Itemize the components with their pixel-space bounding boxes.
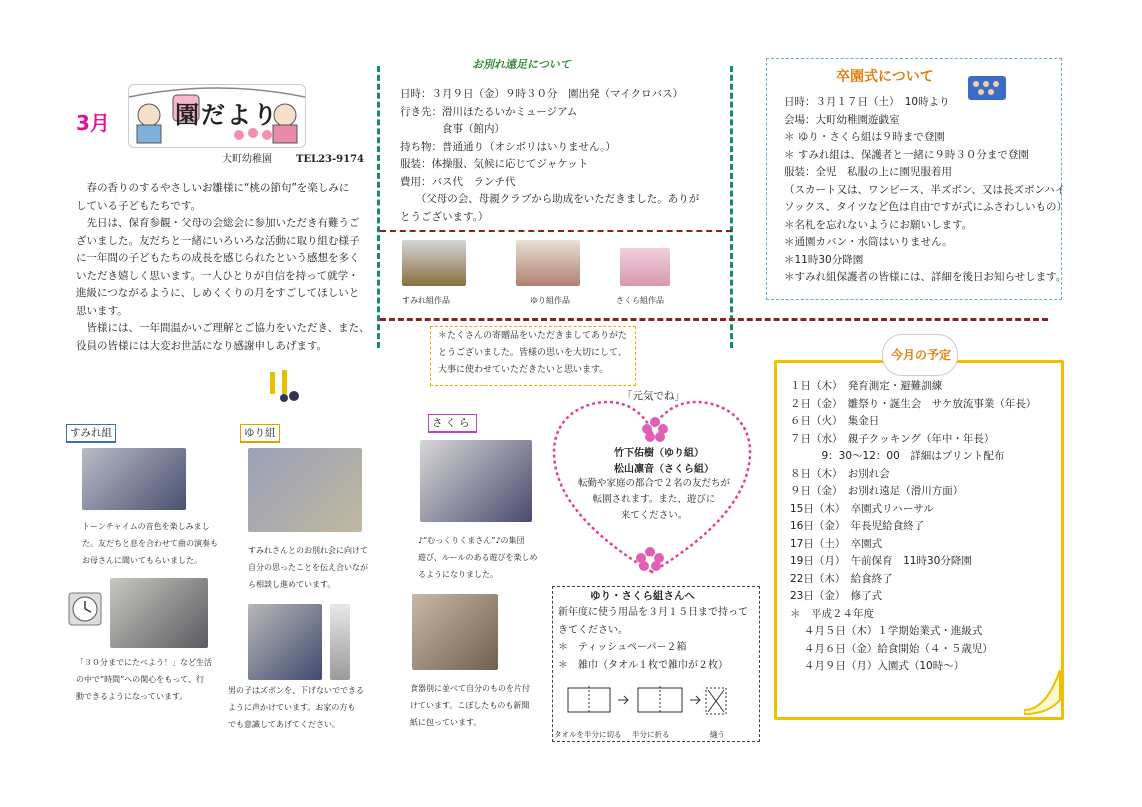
class-photo (110, 578, 208, 648)
farewell-line: 日時：３月９日（金）９時３０分 園出発（マイクロバス） (400, 88, 684, 100)
genki-message (574, 476, 734, 524)
graduation-line: ＊11時30分降園 (784, 253, 864, 266)
caption-line: 男の子はズボンを、下げないでできる (228, 686, 364, 695)
caption-line: の中で“時間”への関心をもって、行 (76, 675, 205, 684)
towel-step-label: タオルを半分に切る (554, 730, 622, 739)
intro-line: いただき嬉しく思います。一人ひとりが自信を持って就学・ (76, 269, 359, 282)
logo-text: 園だより (175, 101, 279, 129)
caption-line: ら相談し進めています。 (248, 580, 336, 589)
month-label: 3月 (76, 111, 110, 135)
class-photo (330, 604, 350, 680)
class-photo (82, 448, 186, 510)
school-tel: TEL23-9174 (296, 154, 364, 165)
farewell-line: 服装：体操服、気候に応じてジャケット (400, 158, 589, 170)
schedule-line: 9：30〜12：00 詳細はプリント配布 (790, 450, 1005, 462)
genki-name-2: 松山凛音（さくら組） (614, 464, 714, 475)
schedule-line: ８日（木） お別れ会 (790, 467, 890, 480)
schedule-line: ９日（金） お別れ遠足（滑川方面） (790, 485, 964, 497)
artwork-photo (620, 248, 670, 286)
class-photo (248, 448, 362, 532)
schedule-line: ４月６日（金）給食開始（４・５歳児） (790, 642, 993, 655)
sakura-caption-2 (410, 680, 530, 731)
school-name: 大町幼稚園 (222, 154, 272, 165)
class-label-sakura: さくら (428, 414, 477, 433)
graduation-line: （スカート又は、ワンピース、半ズボン、又は長ズボンハイ (784, 183, 1066, 196)
caption-line: すみれさんとのお別れ会に向けて (248, 546, 368, 555)
class-label-yuri: ゆり組 (240, 424, 280, 443)
graduation-line: ＊すみれ組保護者の皆様には、詳細を後日お知らせします。 (784, 271, 1067, 283)
genki-line: 転勤や家庭の都合で２名の友だちが (577, 478, 730, 489)
intro-line: 春の香りのするやさしいお雛様に“桃の節句”を楽しみに (76, 182, 350, 194)
thanks-line: 大事に使わせていただきたいと思います。 (438, 365, 609, 375)
graduation-line: 服装：全児 私服の上に園児服着用 (784, 166, 952, 178)
artwork-photo (516, 240, 580, 286)
thanks-line: とうございました。皆様の思いを大切にして、 (438, 348, 627, 358)
caption-line: でも意識してあげてください。 (228, 720, 340, 729)
farewell-line: とうございます。） (400, 210, 489, 223)
farewell-line: （父母の会、母親クラブから助成をいただきました。ありが (400, 193, 700, 205)
caption-line: 食器別に並べて自分のものを片付 (410, 684, 530, 693)
schedule-page-curl-icon (1024, 670, 1062, 720)
towel-diagram (566, 686, 746, 722)
towel-step-label: 縫う (710, 730, 725, 739)
caption-line: 紙に包っています。 (410, 718, 482, 727)
intro-line: 皆様には、一年間温かいご理解とご協力をいただき、また、 (76, 322, 370, 334)
schedule-line: ６日（火） 集金日 (790, 415, 880, 427)
schedule-line: ＊ 平成２４年度 (790, 607, 874, 620)
column-divider (730, 66, 733, 348)
caption-line: 「３０分までにたべよう！」など生活 (76, 658, 212, 667)
section-divider (380, 230, 732, 232)
supplies-line: きてください。 (558, 624, 628, 636)
caption-line: トーンチャイムの音色を楽しみまし (82, 522, 210, 531)
graduation-line: 会場：大町幼稚園遊戯室 (784, 113, 900, 126)
artwork-caption: すみれ組作品 (402, 296, 450, 305)
genki-line: 来てください。 (620, 510, 688, 521)
yuri-caption-1 (248, 542, 368, 593)
farewell-line: 費用：バス代 ランチ代 (400, 175, 516, 188)
caption-line: 自分の思ったことを伝え合いなが (248, 563, 368, 572)
artwork-caption: さくら組作品 (616, 296, 664, 305)
sumire-caption-1 (82, 518, 218, 569)
graduation-line: ＊名札を忘れないようにお願いします。 (784, 218, 973, 231)
caption-line: ♪“むっくりくまさん”♪の集団 (418, 536, 525, 545)
schedule-line: １日（木） 発育測定・避難訓練 (790, 380, 943, 392)
class-photo (412, 594, 498, 670)
farewell-title: お別れ遠足について (472, 58, 571, 71)
class-photo (248, 604, 322, 680)
artwork-photo (402, 240, 466, 286)
schedule-line: 23日（金） 修了式 (790, 590, 883, 602)
class-photo (420, 440, 532, 522)
schedule-line: 17日（土） 卒園式 (790, 537, 883, 550)
spring-flower-icon (262, 366, 302, 410)
caption-line: けています。こぼしたものも新聞 (410, 701, 530, 710)
intro-line: 進級につながるように、しめくくりの月をすごしてほしいと (76, 287, 360, 299)
schedule-line: 16日（金） 年長児給食終了 (790, 520, 925, 532)
graduation-title: 卒園式について (836, 69, 934, 85)
intro-line: に一年間の子どもたちの成長を感じられたという感想を多く (76, 252, 360, 264)
caption-line: るようになりました。 (418, 570, 498, 579)
graduation-line: ソックス、タイツなど色は自由ですが式にふさわしいもの） (784, 201, 1067, 213)
supplies-line: ＊ 雑巾（タオル１枚で雑巾が２枚） (558, 659, 728, 671)
farewell-line: 行き先：滑川ほたるいかミュージアム (400, 105, 578, 118)
sakura-caption-1 (418, 532, 538, 583)
schedule-line: ４月９日（月）入園式（10時〜） (790, 660, 965, 672)
caption-line: お母さんに聞いてもらいました。 (82, 556, 202, 565)
page-divider (380, 318, 1048, 321)
sumire-caption-2 (76, 654, 212, 705)
schedule-line: 22日（木） 給食終了 (790, 572, 893, 585)
schedule-line: 19日（月） 午前保育 11時30分降園 (790, 555, 972, 567)
graduation-details (784, 94, 1067, 287)
farewell-line: 持ち物：普通通り（オシボリはいりません。） (400, 140, 616, 153)
intro-text (76, 180, 370, 355)
column-divider (377, 66, 380, 348)
intro-line: 先日は、保育参観・父母の会総会に参加いただき有難うご (76, 217, 360, 229)
genki-line: 転園されます。また、遊びに (592, 494, 716, 505)
caption-line: た。友だちと息を合わせて曲の演奏も (82, 539, 218, 548)
logo-banner (128, 84, 306, 148)
flower-icon (640, 416, 670, 446)
intro-line: 思います。 (76, 304, 128, 317)
intro-line: している子どもたちです。 (76, 199, 202, 212)
genki-title: 「元気でね」 (622, 390, 685, 402)
caption-line: ように声かけています。お家の方も (228, 703, 356, 712)
graduation-line: ＊ ゆり・さくら組は９時まで登園 (784, 131, 945, 143)
schedule-line: ７日（水） 親子クッキング（年中・年長） (790, 432, 995, 445)
intro-line: ざいました。友だちと一緒にいろいろな活動に取り組む様子 (76, 234, 360, 247)
towel-step-label: 半分に折る (632, 730, 670, 739)
artwork-caption: ゆり組作品 (530, 296, 570, 305)
thanks-line: ＊たくさんの寄贈品をいただきましてありがた (438, 331, 628, 341)
caption-line: 動できるようになっています。 (76, 692, 188, 701)
class-label-sumire: すみれ組 (66, 424, 116, 443)
supplies-text (558, 604, 748, 674)
supplies-line: ＊ ティッシュペーパー２箱 (558, 642, 687, 653)
schedule-line: 15日（木） 卒園式リハーサル (790, 502, 934, 515)
flower-icon (630, 546, 670, 576)
caption-line: 遊び、ルールのある遊びを楽しめ (418, 553, 538, 562)
farewell-line: 食事（館内） (400, 123, 505, 135)
schedule-title-badge (882, 334, 958, 376)
supplies-title: ゆり・さくら組さんへ (590, 590, 695, 602)
schedule-line: ２日（金） 雛祭り・誕生会 サケ放流事業（年長） (790, 397, 1037, 410)
schedule-line: ４月５日（木）１学期始業式・進級式 (790, 625, 983, 637)
intro-line: 役員の皆様には大変お世話になり感謝申しあげます。 (76, 339, 328, 352)
graduation-line: 日時：３月１７日（土） 10時より (784, 96, 950, 108)
schedule-title: 今月の予定 (891, 348, 952, 362)
yuri-caption-2 (228, 682, 364, 733)
genki-name-1: 竹下佑樹（ゆり組） (614, 448, 704, 459)
thanks-text (438, 328, 627, 379)
schedule-list (790, 378, 1036, 676)
supplies-line: 新年度に使う用品を３月１５日まで持って (558, 607, 748, 618)
graduation-line: ＊通園カバン・水筒はいりません。 (784, 236, 953, 248)
graduation-line: ＊ すみれ組は、保護者と一緒に９時３０分まで登園 (784, 148, 1029, 161)
clock-icon (68, 592, 102, 630)
farewell-details (400, 86, 699, 226)
